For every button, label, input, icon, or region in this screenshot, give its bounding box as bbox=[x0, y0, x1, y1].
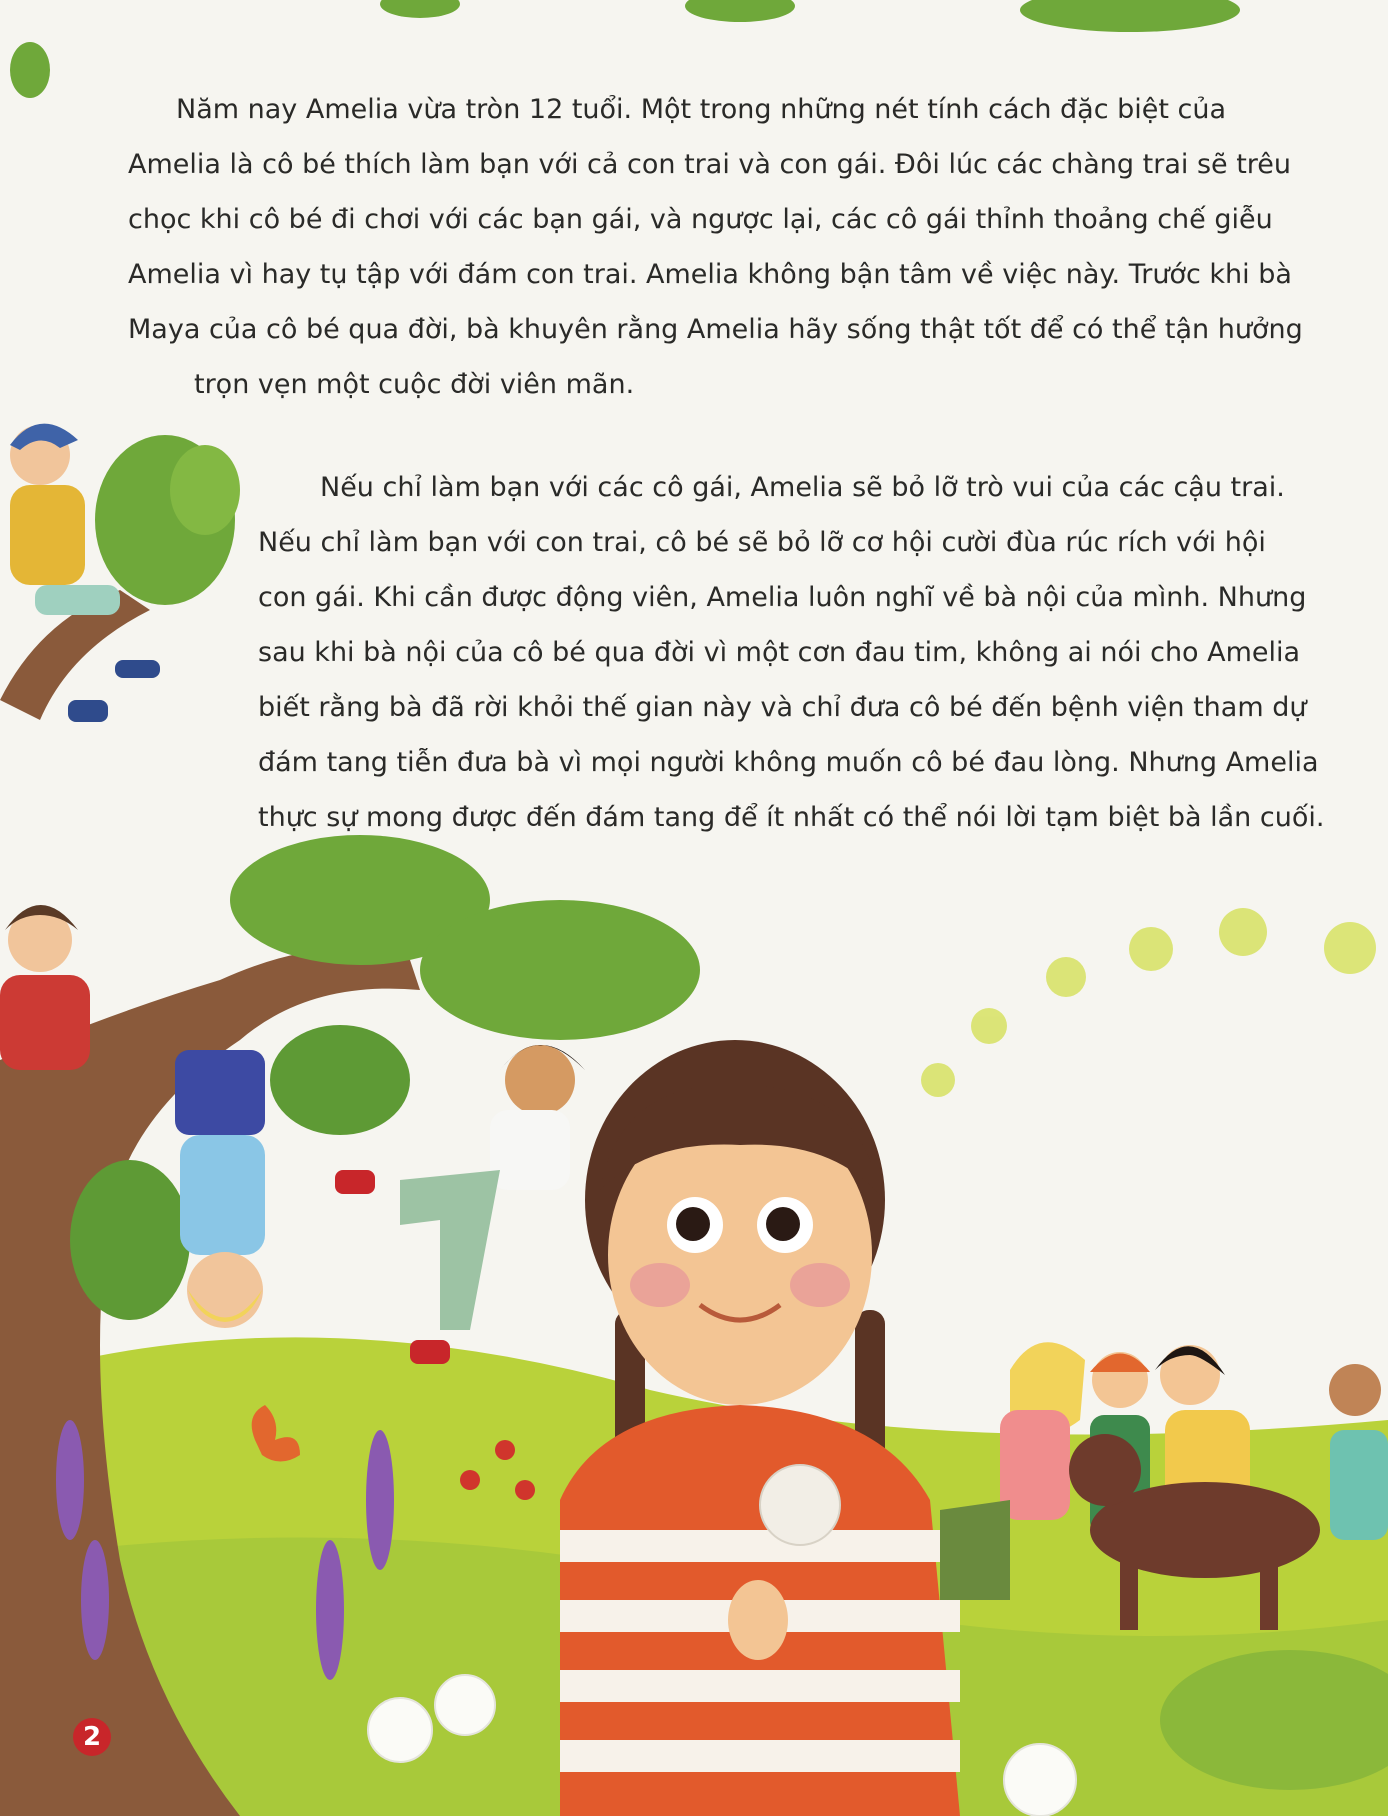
paragraph-2-line: biết rằng bà đã rời khỏi thế gian này và chỉ đưa cô bé đến bệnh viện tham dự bbox=[258, 692, 1307, 723]
paragraph-1-line: Amelia vì hay tụ tập với đám con trai. Amelia không bận tâm về việc này. Trước khi bà bbox=[128, 259, 1292, 290]
floating-seeds bbox=[921, 908, 1376, 1097]
upper-tree bbox=[0, 424, 240, 722]
paragraph-2-line: Nếu chỉ làm bạn với các cô gái, Amelia sẽ bỏ lỡ trò vui của các cậu trai. bbox=[320, 472, 1285, 503]
paragraph-1-line: chọc khi cô bé đi chơi với các bạn gái, và ngược lại, các cô gái thỉnh thoảng chế giễu bbox=[128, 204, 1273, 235]
paragraph-2-line: sau khi bà nội của cô bé qua đời vì một cơn đau tim, không ai nói cho Amelia bbox=[258, 637, 1301, 668]
paragraph-1-line: Maya của cô bé qua đời, bà khuyên rằng Amelia hãy sống thật tốt để có thể tận hưởng bbox=[128, 314, 1303, 345]
paragraph-1 bbox=[128, 82, 1343, 412]
paragraph-2-line: đám tang tiễn đưa bà vì mọi người không muốn cô bé đau lòng. Nhưng Amelia bbox=[258, 747, 1319, 778]
paragraph-1-line: trọn vẹn một cuộc đời viên mãn. bbox=[194, 369, 635, 400]
paragraph-1-line: Amelia là cô bé thích làm bạn với cả con trai và con gái. Đôi lúc các chàng trai sẽ trêu bbox=[128, 149, 1292, 180]
paragraph-2 bbox=[258, 460, 1348, 845]
paragraph-1-line: Năm nay Amelia vừa tròn 12 tuổi. Một trong những nét tính cách đặc biệt của bbox=[176, 94, 1227, 125]
page-number-badge: 2 bbox=[73, 1718, 111, 1756]
paragraph-2-line: con gái. Khi cần được động viên, Amelia luôn nghĩ về bà nội của mình. Nhưng bbox=[258, 582, 1307, 613]
paragraph-2-line: Nếu chỉ làm bạn với con trai, cô bé sẽ bỏ lỡ cơ hội cười đùa rúc rích với hội bbox=[258, 527, 1266, 558]
paragraph-2-line: thực sự mong được đến đám tang để ít nhất có thể nói lời tạm biệt bà lần cuối. bbox=[258, 802, 1325, 833]
